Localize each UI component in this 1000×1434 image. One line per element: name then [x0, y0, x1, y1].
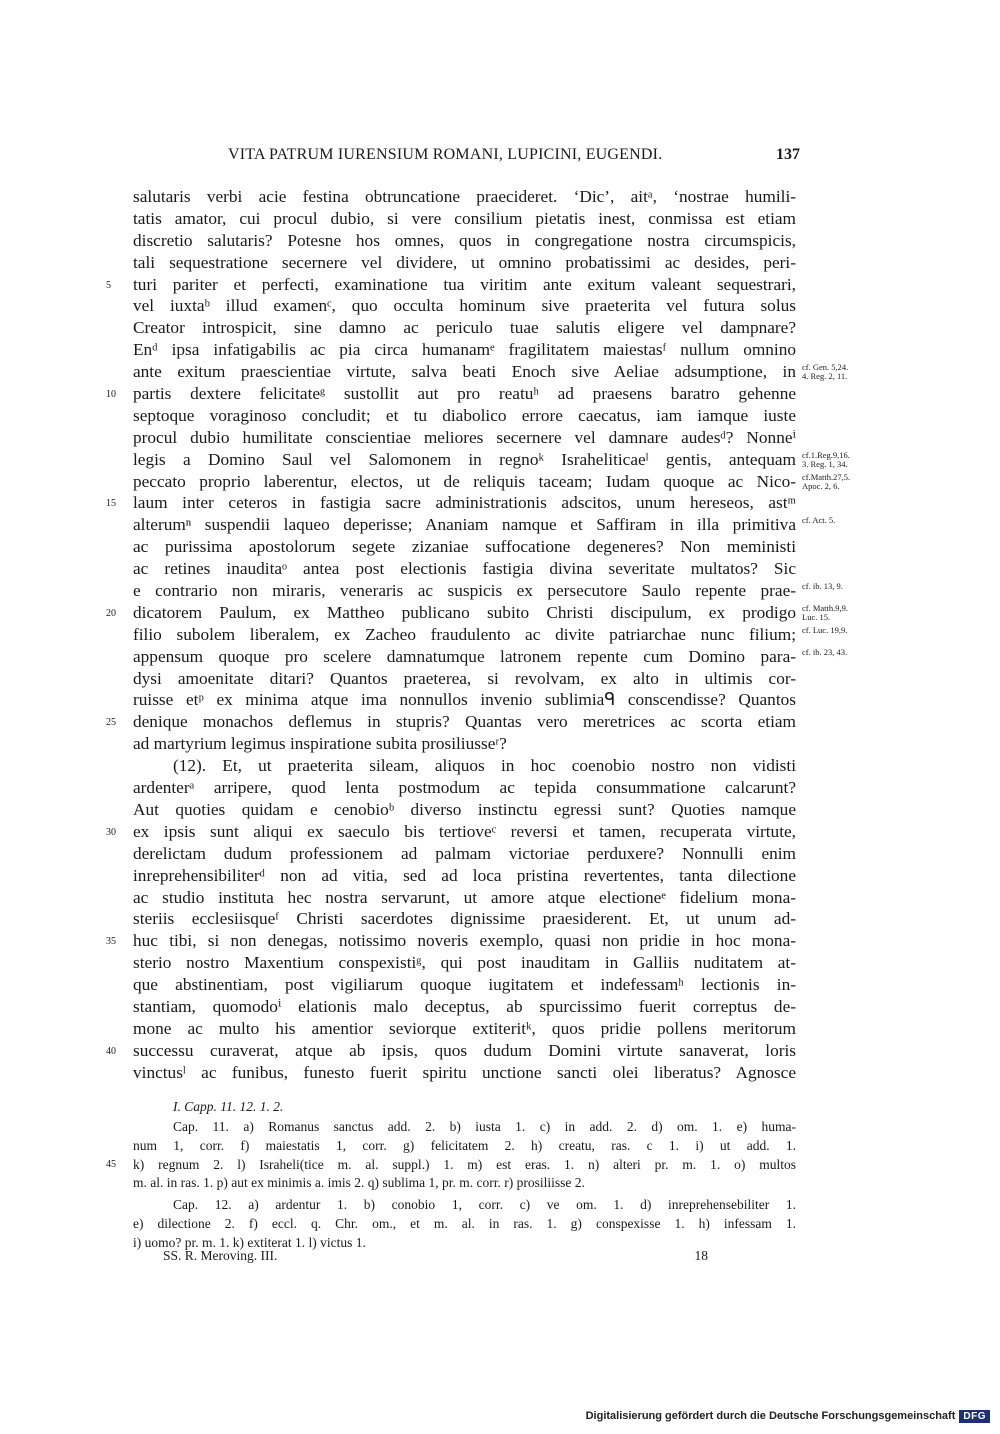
margin-reference: cf. ib. 23, 43.: [802, 646, 848, 657]
line-number: 40: [106, 1045, 116, 1057]
line-text: successu curaverat, atque ab ipsis, quos dudum Domini virtute sanaverat, loris: [133, 1040, 796, 1060]
text-line: [133, 536, 796, 558]
line-text: tali sequestratione secernere vel dividere, ut omnino probatissimi ac desides, peri-: [133, 252, 796, 272]
text-line: [106, 821, 796, 843]
page-number: 137: [776, 146, 800, 163]
line-text: denique monachos deflemus in stupris? Quantas vero meretrices ac scorta etiam: [133, 712, 796, 732]
text-line: [106, 930, 796, 952]
line-text: ac purissima apostolorum segete zizaniae suffocatione degeneres? Non meministi: [133, 537, 796, 557]
line-number: 30: [106, 826, 116, 838]
line-text: mone ac multo his amentior seviorque extiteritᵏ, quos pridie pollens meritorum: [133, 1018, 796, 1038]
line-text: Creator introspicit, sine damno ac periculo tuae salutis eligere vel dampnare?: [133, 318, 796, 338]
line-text: steriis ecclesiisqueᶠ Christi sacerdotes dignissime praesiderent. Et, ut unum ad-: [133, 909, 796, 929]
margin-reference: cf. Act. 5.: [802, 515, 836, 526]
text-line: [133, 514, 836, 536]
line-text: ex ipsis sunt aliqui ex saeculo bis tertioveᶜ reversi et tamen, recuperata virtute,: [133, 821, 796, 841]
note-text: k) regnum 2. l) Israheli(tice m. al. suppl.) 1. m) est eras. 1. n) alteri pr. m. 1. o) multos: [133, 1156, 796, 1172]
note-line: [133, 1215, 796, 1234]
text-line: [133, 471, 851, 493]
signature-line: [163, 1248, 708, 1270]
line-text: vel iuxtaᵇ illud examenᶜ, quo occulta hominum sive praeterita vel futura solus: [133, 296, 796, 316]
text-line: [133, 295, 796, 317]
running-header: [133, 146, 800, 170]
text-line: [106, 1040, 796, 1062]
margin-reference: cf. Luc. 19,9.: [802, 624, 848, 635]
header-title: VITA PATRUM IURENSIUM ROMANI, LUPICINI, EUGENDI.: [228, 146, 663, 163]
text-line: [133, 689, 796, 711]
line-text: ad martyrium legimus inspiratione subita prosiliusseʳ?: [133, 734, 507, 754]
line-text: inreprehensibiliterᵈ non ad vitia, sed ad loca pristina revertentes, tanta dilectione: [133, 865, 796, 885]
funding-notice: Digitalisierung gefördert durch die Deutsche Forschungsgemeinschaft: [585, 1410, 956, 1422]
text-line: [133, 186, 796, 208]
line-text: derelictam dudum professionem ad palmam victoriae perduxere? Nonnulli enim: [133, 843, 796, 863]
text-line: [133, 208, 796, 230]
line-text: ac retines inauditaᵒ antea post electionis fastigia divina severitate multatos? Sic: [133, 559, 796, 579]
note-text: i) uomo? pr. m. 1. k) extiterat 1. l) victus 1.: [133, 1234, 366, 1250]
line-text: ruisse etᵖ ex minima atque ima nonnullos invenio sublimiaᑫ conscendisse? Quantos: [133, 690, 796, 710]
line-number: 25: [106, 717, 116, 729]
text-line: [133, 558, 796, 580]
apparatus-notes: [106, 1096, 796, 1253]
text-line: [133, 1062, 796, 1084]
line-number: 20: [106, 607, 116, 619]
text-line: [133, 339, 796, 361]
line-text: laum inter ceteros in fastigia sacre administrationis adscitos, unum hereseos, astᵐ: [133, 493, 796, 513]
text-line: [133, 317, 796, 339]
line-text: (12). Et, ut praeterita sileam, aliquos in hoc coenobio nostro non vidisti: [173, 756, 796, 776]
margin-reference: cf.1.Reg.9,16. 3. Reg. 1, 34.: [802, 449, 850, 469]
note-text: Cap. 12. a) ardentur 1. b) conobio 1, corr. c) ve om. 1. d) inreprehensebiliter 1.: [173, 1197, 796, 1213]
dfg-logo: DFG: [959, 1410, 990, 1423]
text-line: [133, 952, 796, 974]
line-text: alterumⁿ suspendii laqueo deperisse; Ananiam namque et Saffiram in illa primitiva: [133, 515, 796, 535]
signature-mark: SS. R. Meroving. III.: [163, 1248, 278, 1263]
line-text: e contrario non miraris, veneraris ac suspicis ex persecutore Saulo repente prae-: [133, 581, 796, 601]
line-text: huc tibi, si non denegas, notissimo noveris exemplo, quasi non pridie in hoc mona-: [133, 931, 796, 951]
line-number: 35: [106, 936, 116, 948]
line-text: partis dextere felicitateᵍ sustollit aut pro reatuʰ ad praesens baratro gehenne: [133, 384, 796, 404]
note-line: [133, 1174, 796, 1193]
line-text: procul dubio humilitate conscientiae meliores secernere vel damnare audesᵈ? Nonneⁱ: [133, 427, 796, 447]
line-text: discretio salutaris? Potesne hos omnes, quos in congregatione nostra circumspicis,: [133, 230, 796, 250]
note-text: e) dilectione 2. f) eccl. q. Chr. om., et m. al. in ras. 1. g) conspexisse 1. h) infessam 1.: [133, 1215, 796, 1231]
line-text: ac studio instituta hec nostra servarunt, ut amore atque electioneᵉ fidelium mona-: [133, 887, 796, 907]
line-text: appensum quoque pro scelere damnatumque latronem repente cum Domino para-: [133, 646, 796, 666]
text-line: [133, 1018, 796, 1040]
margin-reference: cf.Matth.27,5. Apoc. 2, 6.: [802, 471, 851, 491]
line-text: septoque voraginoso concludit; et tu diabolico errore caecatus, iam iamque iuste: [133, 405, 796, 425]
text-line: [133, 996, 796, 1018]
line-text: vinctusˡ ac funibus, funesto fuerit spiritu unctione sancti olei liberatus? Agnosce: [133, 1062, 796, 1082]
line-number: 5: [106, 279, 111, 291]
margin-reference: cf. Matth.9,9. Luc. 15.: [802, 602, 849, 622]
text-line: [106, 492, 796, 514]
line-number: 15: [106, 498, 116, 510]
note-line: [106, 1156, 796, 1175]
note-line: [133, 1118, 796, 1137]
line-text: que abstinentiam, post vigiliarum quoque iugitatem et indefessamʰ lectionis in-: [133, 975, 796, 995]
text-line: [133, 843, 796, 865]
text-line: [133, 449, 850, 471]
text-line: [133, 405, 796, 427]
text-line: [133, 646, 848, 668]
text-line: [133, 887, 796, 909]
line-text: dicatorem Paulum, ex Mattheo publicano subito Christi discipulum, ex prodigo: [133, 602, 796, 622]
text-line: [133, 733, 796, 755]
line-text: stantiam, quomodoⁱ elationis malo deceptus, ab spurcissimo fuerit correptus de-: [133, 996, 796, 1016]
note-text: m. al. in ras. 1. p) aut ex minimis a. imis 2. q) sublima 1, pr. m. corr. r) prosiliisse 2.: [133, 1175, 585, 1191]
line-text: salutaris verbi acie festina obtruncatione praecideret. ‘Dic’, aitᵃ, ‘nostrae humili-: [133, 187, 796, 206]
text-line: [106, 383, 796, 405]
text-line: [106, 602, 849, 624]
line-text: tatis amator, cui procul dubio, si vere consilium pietatis inest, conmissa est etiam: [133, 208, 796, 228]
note-line: [133, 1196, 796, 1215]
margin-reference: cf. ib. 13, 9.: [802, 581, 843, 592]
text-line: [133, 580, 843, 602]
signature-number: 18: [694, 1248, 708, 1263]
text-line: [106, 711, 796, 733]
line-text: sterio nostro Maxentium conspexistiᵍ, qui post inauditam in Galliis nuditatem at-: [133, 953, 796, 973]
line-text: turi pariter et perfecti, examinatione tua viritim ante exitum valeant sequestrari,: [133, 274, 796, 294]
line-number: 45: [106, 1158, 116, 1170]
text-line: [106, 274, 796, 296]
line-text: Aut quoties quidam e cenobioᵇ diverso instinctu egressi sunt? Quoties namque: [133, 799, 796, 819]
line-text: legis a Domino Saul vel Salomonem in regnoᵏ Israheliticaeˡ gentis, antequam: [133, 449, 796, 469]
text-line: [133, 865, 796, 887]
text-line: [133, 777, 796, 799]
text-line: [133, 755, 796, 777]
text-line: [133, 799, 796, 821]
text-line: [133, 908, 796, 930]
text-line: [133, 974, 796, 996]
main-text: [106, 186, 851, 1084]
text-line: [133, 427, 796, 449]
text-line: [133, 252, 796, 274]
text-line: [133, 230, 796, 252]
line-text: peccato proprio laberentur, electos, ut de reliquis taceam; Iudam quoque ac Nico-: [133, 471, 796, 491]
line-number: 10: [106, 389, 116, 401]
margin-reference: cf. Gen. 5,24. 4. Reg. 2, 11.: [802, 362, 849, 382]
note-line: [133, 1137, 796, 1156]
line-text: dysi amoenitate ditari? Quantos praeterea, si revolvam, ex alto in ultimis cor-: [133, 668, 796, 688]
text-line: [133, 668, 796, 690]
line-text: filio subolem liberalem, ex Zacheo fraudulento ac divite patriarchae nunc filium;: [133, 624, 796, 644]
line-text: ardenterᵃ arripere, quod lenta postmodum ac tepida consummatione calcarunt?: [133, 778, 796, 798]
note-text: num 1, corr. f) maiestatis 1, corr. g) felicitatem 2. h) creatu, ras. c 1. i) ut add. 1.: [133, 1137, 796, 1153]
line-text: Enᵈ ipsa infatigabilis ac pia circa humanamᵉ fragilitatem maiestasᶠ nullum omnino: [133, 340, 796, 360]
line-text: ante exitum praescientiae virtute, salva beati Enoch sive Aeliae adsumptione, in: [133, 362, 796, 382]
text-line: [133, 624, 848, 646]
dfg-footer: [586, 1408, 990, 1424]
text-line: [133, 361, 849, 383]
notes-caption: I. Capp. 11. 12. 1. 2.: [173, 1099, 284, 1114]
notes-lines: [106, 1118, 796, 1253]
note-text: Cap. 11. a) Romanus sanctus add. 2. b) iusta 1. c) in add. 2. d) om. 1. e) huma-: [173, 1119, 796, 1134]
